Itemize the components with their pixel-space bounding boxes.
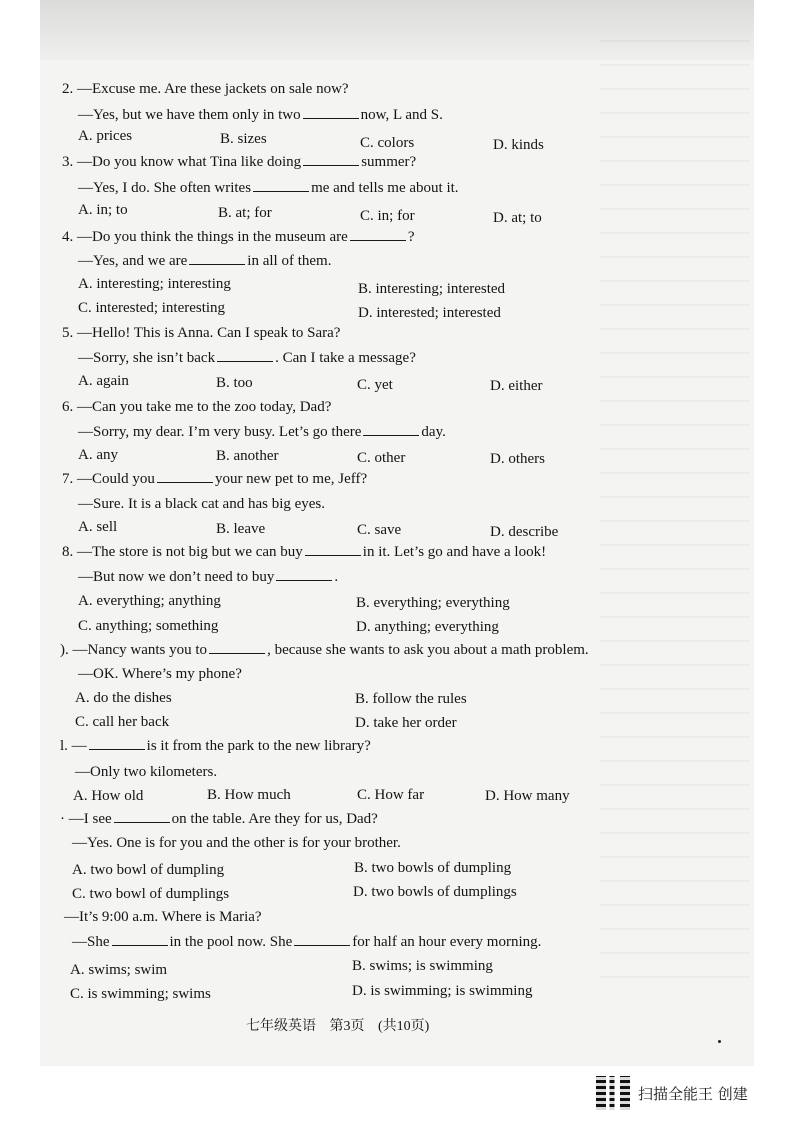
option-d: D. is swimming; is swimming: [352, 983, 533, 999]
answer-text: —Yes, but we have them only in two: [78, 107, 301, 123]
question-10: [60, 737, 371, 755]
blank: [209, 641, 265, 654]
question-number: ·: [60, 811, 65, 827]
option-a: A. two bowl of dumpling: [72, 862, 225, 878]
question-text: ?: [407, 229, 415, 245]
blank: [305, 543, 361, 556]
answer-text: —But now we don’t need to buy: [78, 569, 275, 585]
option-a: A. do the dishes: [75, 690, 172, 706]
question-6: [62, 398, 331, 416]
question-number: 6.: [62, 399, 74, 415]
answer-line-2: [78, 106, 443, 124]
option-a: A. in; to: [78, 202, 128, 218]
option-a: A. How old: [73, 788, 144, 804]
question-text: is it from the park to the new library?: [146, 738, 371, 754]
option-b: B. everything; everything: [356, 595, 510, 611]
answer-text: in the pool now. She: [169, 934, 293, 950]
answer-text: for half an hour every morning.: [352, 934, 542, 950]
option-c: C. is swimming; swims: [70, 986, 211, 1002]
scanner-watermark: [596, 1076, 748, 1110]
option-a: A. sell: [78, 519, 118, 535]
answer-text: me and tells me about it.: [311, 180, 459, 196]
answer-line-3: [78, 179, 459, 197]
option-d: D. anything; everything: [356, 619, 499, 635]
question-text: —Can you take me to the zoo today, Dad?: [77, 399, 332, 415]
option-a: A. everything; anything: [78, 593, 221, 609]
question-text: your new pet to me, Jeff?: [214, 471, 368, 487]
question-11: [60, 810, 378, 828]
answer-text: —Sorry, she isn’t back: [78, 350, 216, 366]
answer-text: —Sorry, my dear. I’m very busy. Let’s go there: [78, 424, 362, 440]
question-number: 5.: [62, 325, 74, 341]
question-text: —I see: [68, 811, 112, 827]
watermark-text: 扫描全能王 创建: [638, 1084, 748, 1103]
option-b: B. interesting; interested: [358, 281, 506, 297]
blank: [294, 933, 350, 946]
option-c: C. anything; something: [78, 618, 219, 634]
option-d: D. either: [490, 378, 543, 394]
blank: [89, 737, 145, 750]
question-text: —It’s 9:00 a.m. Where is Maria?: [64, 909, 262, 925]
option-c: C. call her back: [75, 714, 170, 730]
option-c: C. How far: [357, 787, 425, 803]
footer-page: 第3页: [329, 1019, 365, 1034]
question-text: on the table. Are they for us, Dad?: [171, 811, 378, 827]
option-b: B. at; for: [218, 205, 272, 221]
answer-line-7: —Sure. It is a black cat and has big eyes.: [78, 496, 326, 512]
page-footer: [246, 1015, 439, 1035]
question-number: 7.: [62, 471, 74, 487]
option-c: C. other: [357, 450, 406, 466]
answer-text: now, L and S.: [360, 107, 443, 123]
answer-line-5: [78, 349, 416, 367]
question-text: in it. Let’s go and have a look!: [362, 544, 547, 560]
option-d: D. others: [490, 451, 545, 467]
option-b: B. How much: [207, 787, 291, 803]
answer-line-9: —OK. Where’s my phone?: [78, 666, 242, 682]
option-d: D. kinds: [493, 137, 544, 153]
answer-text: in all of them.: [247, 253, 332, 269]
answer-line-10: —Only two kilometers.: [75, 764, 218, 780]
stray-dot: [718, 1040, 721, 1043]
option-d: D. at; to: [493, 210, 542, 226]
blank: [303, 106, 359, 119]
option-b: B. follow the rules: [355, 691, 467, 707]
option-a: A. swims; swim: [70, 962, 168, 978]
answer-text: .: [334, 569, 339, 585]
option-c: C. yet: [357, 377, 393, 393]
question-number: 2.: [62, 81, 74, 97]
option-b: B. too: [216, 375, 253, 391]
option-d: D. describe: [490, 524, 559, 540]
answer-text: —Yes, and we are: [78, 253, 188, 269]
question-text: —The store is not big but we can buy: [77, 544, 303, 560]
answer-line-12: [72, 933, 541, 951]
footer-subject: 七年级英语: [246, 1019, 316, 1034]
blank: [157, 470, 213, 483]
question-7: [62, 470, 367, 488]
option-d: D. interested; interested: [358, 305, 501, 321]
option-c: C. interested; interesting: [78, 300, 226, 316]
question-text: —Nancy wants you to: [72, 642, 208, 658]
question-number: 4.: [62, 229, 74, 245]
qr-code-icon: [596, 1076, 630, 1110]
blank: [253, 179, 309, 192]
blank: [350, 228, 406, 241]
option-c: C. colors: [360, 135, 415, 151]
option-a: A. interesting; interesting: [78, 276, 231, 292]
question-number: 8.: [62, 544, 74, 560]
question-12: [64, 908, 262, 926]
blank: [217, 349, 273, 362]
answer-line-8: [78, 568, 338, 586]
answer-line-11: —Yes. One is for you and the other is for your brother.: [72, 835, 401, 851]
option-c: C. save: [357, 522, 402, 538]
question-2: [62, 80, 349, 98]
question-text: —Do you know what Tina like doing: [77, 154, 302, 170]
question-8: [62, 543, 546, 561]
option-b: B. another: [216, 448, 279, 464]
question-text: —Excuse me. Are these jackets on sale now?: [77, 81, 349, 97]
footer-total: (共10页): [378, 1019, 430, 1034]
question-9: [60, 641, 589, 659]
question-text: —Could you: [77, 471, 155, 487]
answer-text: . Can I take a message?: [275, 350, 416, 366]
blank: [363, 423, 419, 436]
option-a: A. again: [78, 373, 129, 389]
blank: [114, 810, 170, 823]
option-a: A. prices: [78, 128, 133, 144]
option-c: C. in; for: [360, 208, 415, 224]
blank: [276, 568, 332, 581]
question-text: —: [71, 738, 87, 754]
option-d: D. How many: [485, 788, 570, 804]
answer-text: day.: [421, 424, 446, 440]
option-b: B. leave: [216, 521, 266, 537]
question-text: summer?: [361, 154, 417, 170]
blank: [303, 153, 359, 166]
question-text: —Do you think the things in the museum are: [77, 229, 348, 245]
blank: [112, 933, 168, 946]
question-text: , because she wants to ask you about a math problem.: [267, 642, 589, 658]
blank: [189, 252, 245, 265]
question-3: [62, 153, 416, 171]
answer-text: —Yes, I do. She often writes: [78, 180, 252, 196]
option-d: D. take her order: [355, 715, 457, 731]
option-a: A. any: [78, 447, 118, 463]
question-number: 3.: [62, 154, 74, 170]
answer-line-4: [78, 252, 331, 270]
question-number: ).: [60, 642, 69, 658]
answer-line-6: [78, 423, 446, 441]
option-d: D. two bowls of dumplings: [353, 884, 517, 900]
question-4: [62, 228, 414, 246]
option-b: B. two bowls of dumpling: [354, 860, 512, 876]
option-b: B. sizes: [220, 131, 267, 147]
question-number: l.: [60, 738, 68, 754]
question-5: [62, 324, 340, 342]
option-b: B. swims; is swimming: [352, 958, 493, 974]
option-c: C. two bowl of dumplings: [72, 886, 230, 902]
question-text: —Hello! This is Anna. Can I speak to Sara?: [77, 325, 341, 341]
answer-text: —She: [72, 934, 110, 950]
bleed-through-right: [600, 40, 750, 1000]
